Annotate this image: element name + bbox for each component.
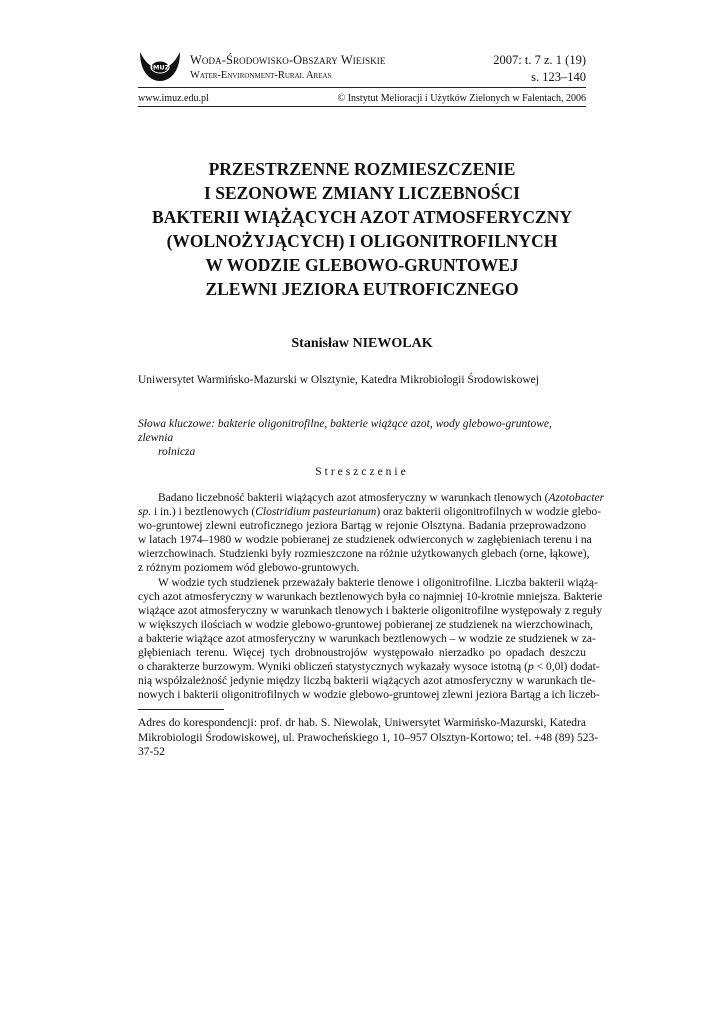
- journal-name-en: Water-Environment-Rural Areas: [190, 70, 332, 81]
- title-line: I SEZONOWE ZMIANY LICZEBNOŚCI: [204, 183, 520, 203]
- footnote-line: Mikrobiologii Środowiskowej, ul. Prawocheńskiego 1, 10–957 Olsztyn-Kortowo; tel. +48 (89) 523-: [138, 731, 599, 744]
- title-line: BAKTERII WIĄŻĄCYCH AZOT ATMOSFERYCZNY: [152, 207, 572, 227]
- abstract-line: głębieniach terenu. Więcej tych drobnoustrojów występowało nierzadko po opadach deszczu: [138, 647, 586, 660]
- footnote-rule: [138, 709, 224, 710]
- issue-info: 2007: t. 7 z. 1 (19): [493, 53, 586, 67]
- journal-logo: [138, 50, 182, 84]
- abstract-line: nią współzależność jedynie między liczbą bakterii wiążących azot atmosferyczny w warunkach tle-: [138, 675, 596, 688]
- abstract-line: a bakterie wiążące azot atmosferyczny w warunkach beztlenowych – w wodzie ze studzienek w za-: [138, 632, 596, 645]
- title-line: ZLEWNI JEZIORA EUTROFICZNEGO: [205, 279, 519, 299]
- keywords: [138, 417, 586, 459]
- abstract-line: sp. i in.) i beztlenowych (Clostridium pasteurianum) oraz bakterii oligonitrofilnych w wodzie glebo-: [138, 506, 602, 519]
- author-name: Stanisław NIEWOLAK: [291, 336, 433, 351]
- abstract-line: wierzchowinach. Studzienki były rozmieszczone na różnie użytkowanych glebach (orne, łąkowe),: [138, 548, 590, 561]
- abstract-line: cych azot atmosferyczny w warunkach beztlenowych była co najmniej 10-krotnie mniejsza. Bakterie: [138, 590, 603, 603]
- abstract-line: nowych i bakterii oligonitrofilnych w wodzie glebowo-gruntowej zlewni jeziora Bartąg a ich liczeb-: [138, 689, 600, 702]
- footnote-line: Adres do korespondencji: prof. dr hab. S. Niewolak, Uniwersytet Warmińsko-Mazurski, Katedra: [138, 717, 586, 729]
- journal-name-pl: Woda-Środowisko-Obszary Wiejskie: [190, 53, 386, 67]
- abstract-line: z różnym poziomem wód glebowo-gruntowych.: [138, 562, 360, 575]
- footnote-line: 37-52: [138, 746, 165, 758]
- page-range: s. 123–140: [531, 70, 586, 84]
- affiliation: Uniwersytet Warmińsko-Mazurski w Olsztynie, Katedra Mikrobiologii Środowiskowej: [138, 374, 539, 386]
- keywords-line: Słowa kluczowe: bakterie oligonitrofilne, bakterie wiążące azot, wody glebowo-gruntowe, zlewnia: [138, 418, 552, 444]
- abstract-line: w większych ilościach w wodzie glebowo-gruntowej pobieranej ze studzienek na wierzchowinach,: [138, 618, 594, 631]
- abstract-line: o charakterze burzowym. Wyniki obliczeń statystycznych wykazały wysoce istotną (p < 0,0l) dodat-: [138, 661, 600, 674]
- correspondence-footnote: [138, 716, 599, 760]
- title-line: W WODZIE GLEBOWO-GRUNTOWEJ: [205, 255, 519, 275]
- header-rule: [138, 87, 586, 88]
- keywords-line: rolnicza: [158, 446, 196, 458]
- title-line: (WOLNOŻYJĄCYCH) I OLIGONITROFILNYCH: [166, 231, 558, 251]
- abstract-line: w latach 1974–1980 w wodzie pobieranej ze studzienek odwierconych w zagłębieniach terenu i na: [138, 534, 592, 547]
- abstract-line: wiążące azot atmosferyczny w warunkach tlenowych i bakterie oligonitrofilne występowały z reguły: [138, 604, 602, 617]
- journal-url[interactable]: www.imuz.edu.pl: [138, 93, 209, 104]
- title-line: PRZESTRZENNE ROZMIESZCZENIE: [208, 159, 516, 179]
- paper-title: [138, 157, 586, 301]
- header-rule-bottom: [138, 106, 586, 107]
- abstract-line: wo-gruntowej zlewni eutroficznego jeziora Bartąg w rejonie Olsztyna. Badania przeprowadzono: [138, 520, 586, 533]
- copyright-line: © Instytut Melioracji i Użytków Zielonych w Falentach, 2006: [337, 93, 586, 104]
- abstract-line: Badano liczebność bakterii wiążących azot atmosferyczny w warunkach tlenowych (Azotobacter: [158, 492, 605, 504]
- abstract-body: [138, 491, 605, 702]
- abstract-heading: Streszczenie: [315, 466, 409, 478]
- abstract-line: W wodzie tych studzienek przeważały bakterie tlenowe i oligonitrofilne. Liczba bakterii wiążą-: [158, 576, 598, 589]
- journal-logo-icon: [138, 50, 182, 84]
- logo-lettering: IMUZ: [150, 63, 170, 72]
